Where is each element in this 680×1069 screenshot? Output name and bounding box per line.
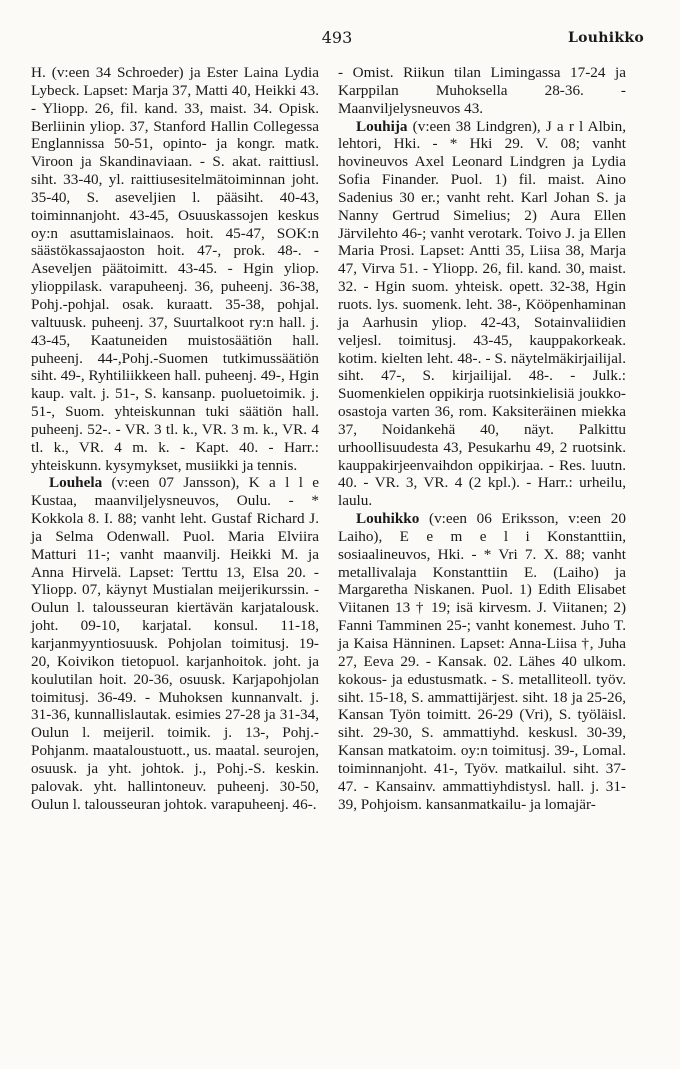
entry-name: Louhela (49, 474, 103, 492)
entry-louhela (31, 474, 319, 813)
entry-name: Louhija (356, 117, 408, 135)
entry-text: (v:een 07 Jansson), K a l l e Kustaa, maanviljelysneuvos, Oulu. - * Kokkola 8. I. 88; vanht leht. Gustaf Richard J. ja Selma Odenwall. Puol. Maria Elviira Matturi 11-; vanht maanvilj. Heikki M. ja Anna Hirvelä. Lapset: Terttu 13, Elsa 20. - Yliopp. 07, käynyt Mustialan meijerikurssin. - Oulun l. talousseuran kiertävän karjatalousk. joht. 09-10, karjatal. konsul. 11-18, karjanmyyntiosuusk. Pohjolan toimitusj. 19-20, Koivikon tietopuol. karjanhoitok. joht. ja koulutilan hoit. 20-36, osuusk. Karjapohjolan toimitusj. 36-49. - Muhoksen kunnanvalt. j. 31-36, kunnallislautak. esimies 27-28 ja 31-34, Oulun l. meijeril. toimik. j. 13-, Pohj.-Pohjanm. maataloustuott., us. maatal. seurojen, osuusk. ja yht. johtok. j., Pohj.-S. keskin. palovak. yht. hallintoneuv. puheenj. 30-50, Oulun l. talousseuran johtok. varapuheenj. 46-. (31, 474, 319, 813)
page-number: 493 (321, 28, 353, 47)
entry-name: Louhikko (356, 510, 420, 528)
entry-louhikko (338, 510, 626, 813)
entry-continuation: - Omist. Riikun tilan Limingassa 17-24 ja Karppilan Muhoksella 28-36. - Maanviljelysneuvos 43. (338, 64, 626, 117)
page-header (30, 28, 644, 52)
right-column (338, 64, 626, 813)
left-column (31, 64, 319, 813)
entry-louhija (338, 118, 626, 511)
entry-continuation: H. (v:een 34 Schroeder) ja Ester Laina Lydia Lybeck. Lapset: Marja 37, Matti 40, Heikki 43. - Yliopp. 26, fil. kand. 33, maist. 34. Opisk. Berliinin yliop. 37, Stanford Hallin Collegessa Englannissa 50-51, opinto- ja kongr. matk. Viroon ja Skandinaviaan. - S. akat. raittiusl. siht. 33-40, yl. raittiusesitelmätoiminnan joht. 35-40, S. aseveljien l. pääsiht. 40-43, toiminnanjoht. 43-45, Osuuskassojen keskus oy:n asuttamislainaos. hoit. 45-47, SOK:n säästökassajaoston hoit. 47-, prok. 48-. - Aseveljen päätoimitt. 43-45. - Hgin yliop. ylioppilask. varapuheenj. 36, puheenj. 36-38, Pohj.-pohjal. osak. kuraatt. 35-38, pohjal. valtuusk. puheenj. 37, Suurtalkoot ry:n hall. j. 43-45, Kaatuneiden muistosäätiön hall. puheenj. 44-,Pohj.-Suomen tutkimussäätiön siht. 49-, Ryhtiliikkeen hall. puheenj. 49-, Hgin kaup. valt. j. 51-, S. kansanp. puoluetoimik. j. 51-, Suom. yhteiskunnan tuki säätiön hall. puheenj. 52-. - VR. 3 tl. k., VR. 3 m. k., VR. 4 tl. k., VR. 4 m. k. - Kapt. 40. - Harr.: yhteiskunn. kysymykset, musiikki ja tennis. (31, 64, 319, 474)
running-head: Louhikko (568, 30, 644, 46)
entry-text: (v:een 38 Lindgren), J a r l Albin, lehtori, Hki. - * Hki 29. V. 08; vanht hovineuvos Axel Leonard Lindgren ja Lydia Sofia Finander. Puol. 1) fil. maist. Aino Sadenius 30 er.; vanht reht. Karl Johan S. ja Nanny Gertrud Simelius; 2) Aura Ellen Järvilehto 46-; vanht verotark. Toivo J. ja Ellen Maria Prosi. Lapset: Antti 35, Liisa 38, Marja 47, Virva 51. - Yliopp. 26, fil. kand. 30, maist. 32. - Hgin suom. yhteisk. opett. 32-38, Hgin ruots. lys. suomenk. leht. 38-, Kööpenhaminan ja Aarhusin yliop. 42-43, Sotainvaliidien veljesl. toimitusj. 43-45, kauppakorkeak. kotim. kielten leht. 48-. - S. näytelmäkirjailijal. siht. 47-, S. kirjailijal. 48-. - Julk.: Suomenkielen oppikirja ruotsinkielisiä joukko-osastoja varten 36, rom. Kaksiteräinen miekka 37, Noidankehä 40, näyt. Palkittu urhoollisuudesta 43, Pesukarhu 49, 2 ruotsink. kauppakirjeenvaihdon oppikirjaa. - Res. luutn. 40. - VR. 3, VR. 4 (2 kpl.). - Harr.: urheilu, laulu. (338, 117, 626, 510)
entry-text: (v:een 06 Eriksson, v:een 20 Laiho), E e m e l i Konstanttiin, sosiaalineuvos, Hki. - * Vri 7. X. 88; vanht metallivalaja Konstanttiin E. (Laiho) ja Margaretha Niskanen. Puol. 1) Edith Elisabet Viitanen 13 † 19; isä kirvesm. J. Viitanen; 2) Fanni Tamminen 25-; vanht konemest. Juho T. ja Kaisa Hänninen. Lapset: Anna-Liisa †, Juha 27, Eeva 29. - Kansak. 02. Lähes 40 ulkom. kokous- ja edustusmatk. - S. metalliteoll. työv. siht. 15-18, S. ammattijärjest. siht. 18 ja 25-26, Kansan Työn toimitt. 26-29 (Vri), S. työläisl. siht. 29-30, S. ammattiyhd. keskusl. 30-39, Kansan matkatoim. oy:n toimitusj. 39-, Lomal. toiminnanjoht. 41-, Työv. matkailul. siht. 37-47. - Kansainv. ammattiyhdistysl. hall. j. 31-39, Pohjoism. kansanmatkailu- ja lomajär- (338, 510, 626, 813)
